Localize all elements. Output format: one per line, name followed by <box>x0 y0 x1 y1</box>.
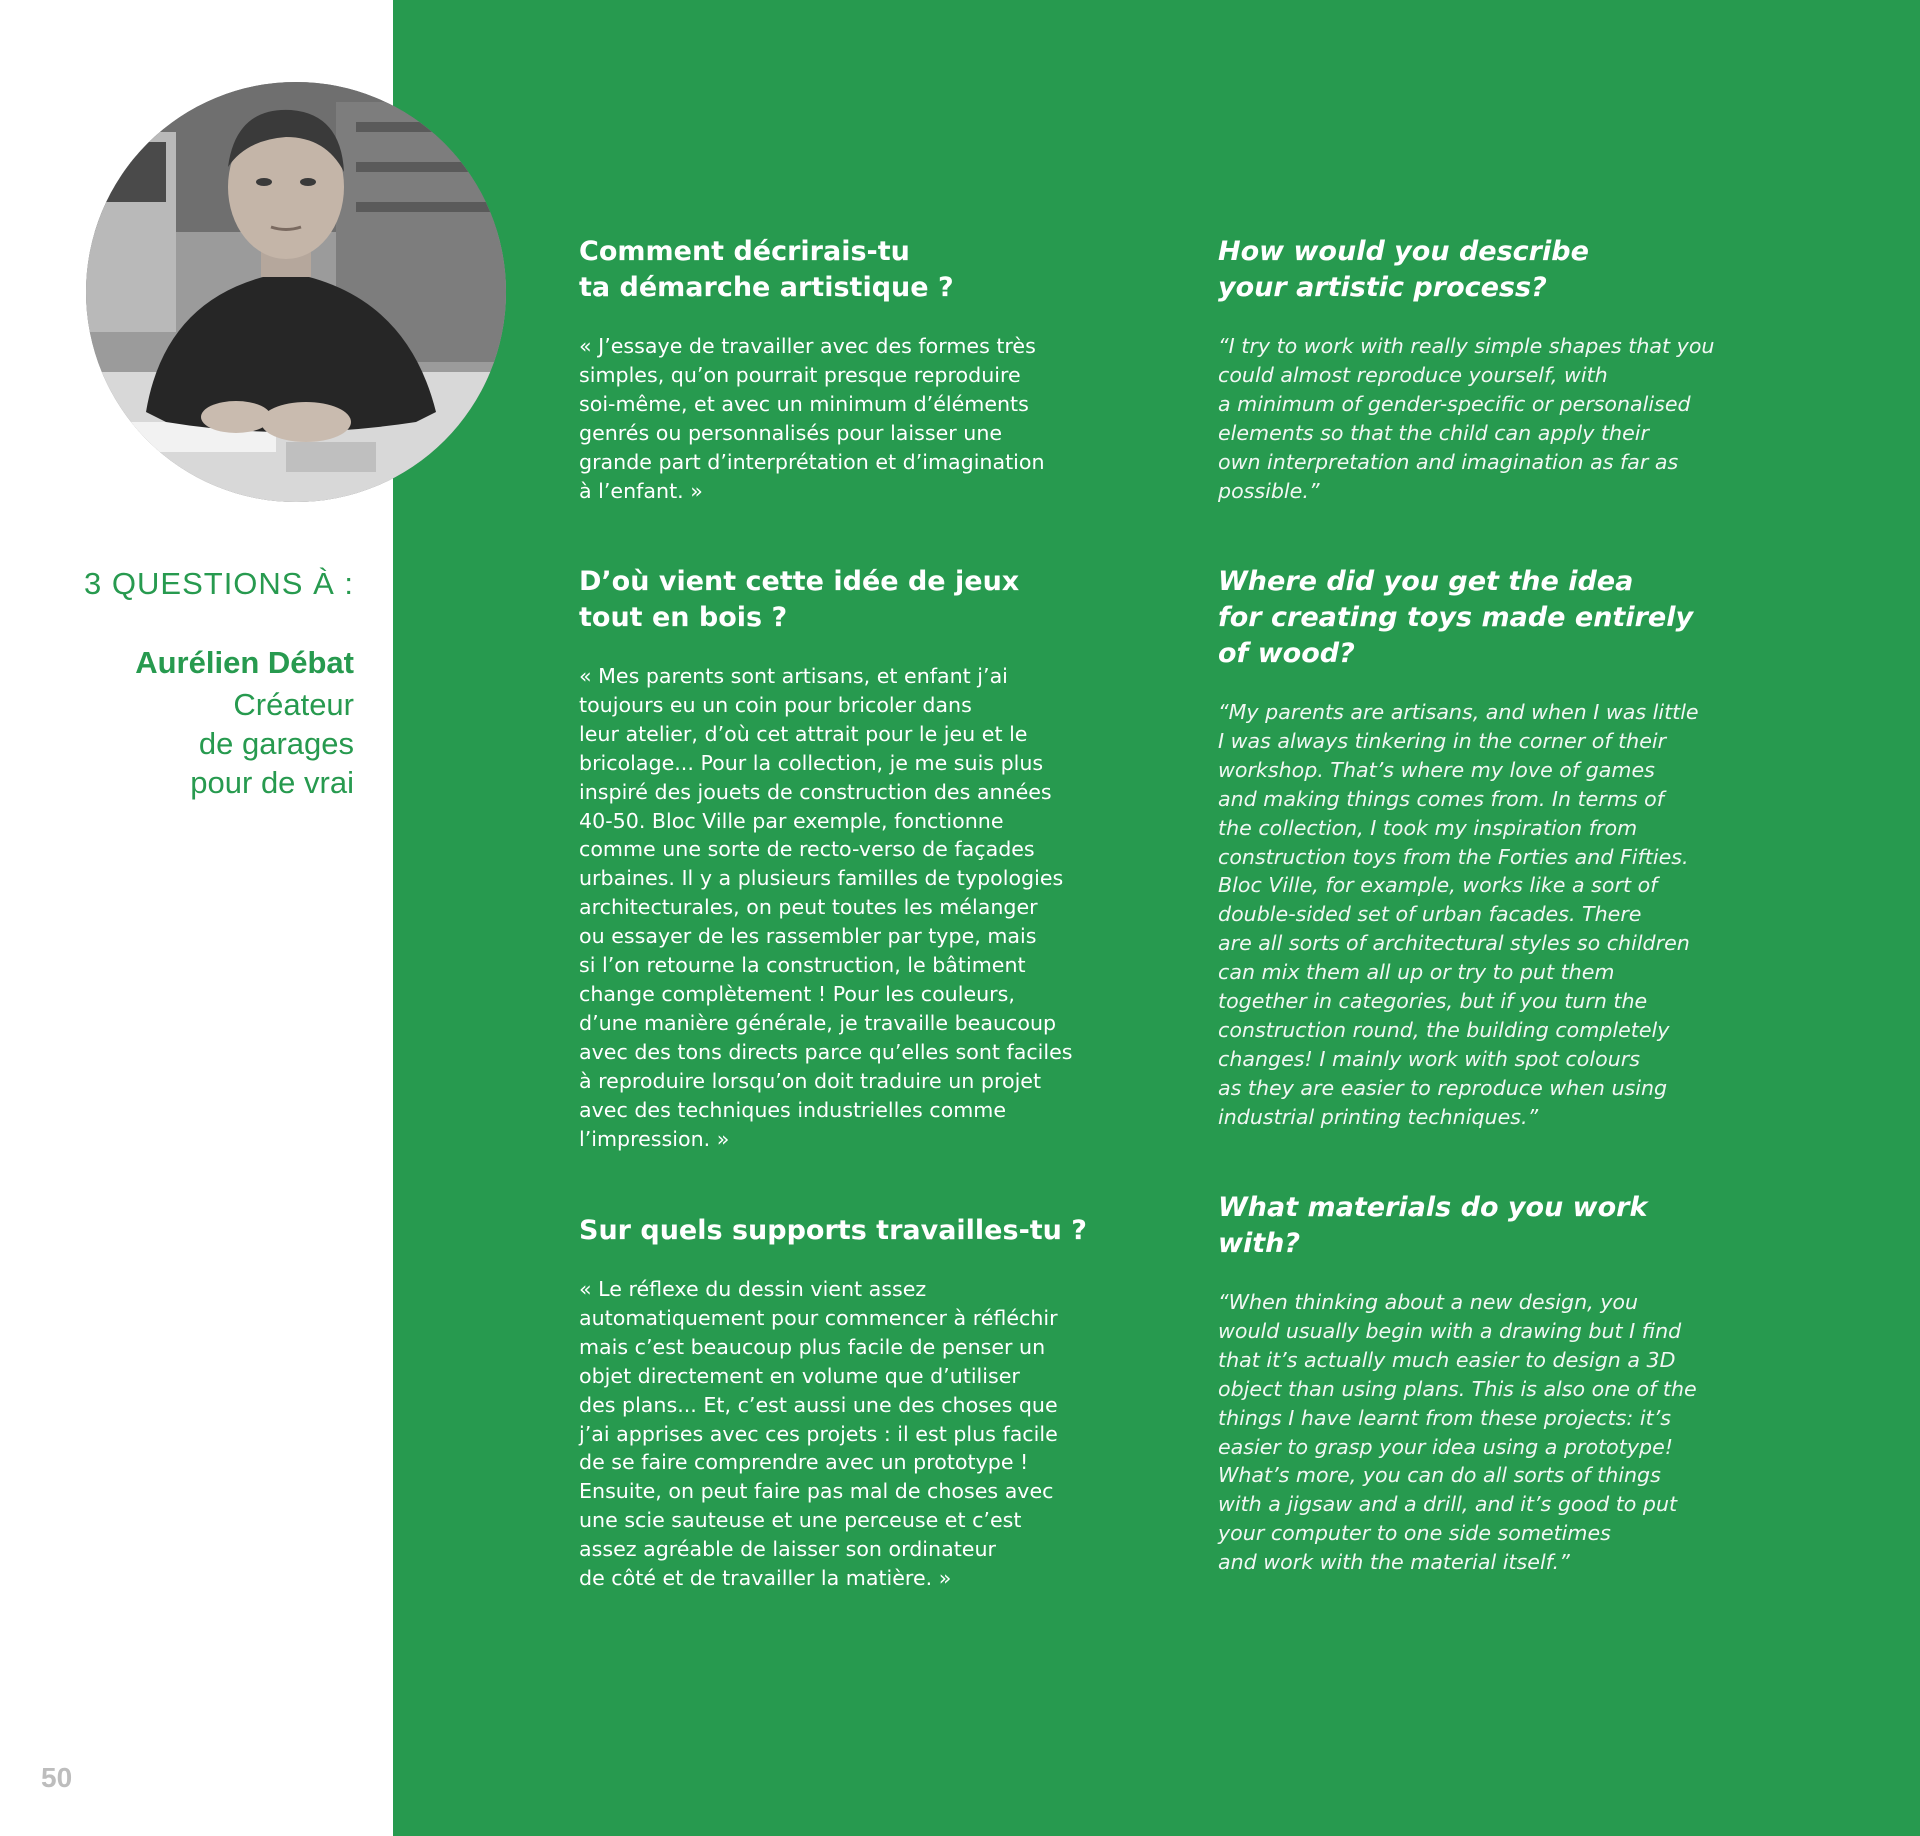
french-qa-3 <box>579 1213 1099 1593</box>
french-question-3: Sur quels supports travailles-tu ? <box>579 1215 1087 1246</box>
french-question-2: D’où vient cette idée de jeux tout en bois ? <box>579 566 1020 633</box>
page-number: 50 <box>41 1762 73 1793</box>
french-answer-3: « Le réflexe du dessin vient assez automatiquement pour commencer à réfléchir mais c’est beaucoup plus facile de penser un objet directement en volume que d’utiliser des plans... Et, c’est aussi une des choses que j’ai apprises avec ces projets : il est plus facile de se faire comprendre avec un prototype ! Ensuite, on peut faire pas mal de choses avec une scie sauteuse et une perceuse et c’est assez agréable de laisser son ordinateur de côté et de travailler la matière. » <box>579 1277 1058 1591</box>
english-question-3: What materials do you work with? <box>1218 1192 1648 1259</box>
interviewee-name: Aurélien Débat <box>135 645 354 680</box>
english-question-2: Where did you get the idea for creating toys made entirely of wood? <box>1218 566 1694 669</box>
questions-heading: 3 QUESTIONS À : <box>84 566 354 601</box>
english-answer-3: “When thinking about a new design, you would usually begin with a drawing but I find that it’s actually much easier to design a 3D object than using plans. This is also one of the things I have learnt from these projects: it’s easier to grasp your idea using a prototype! What’s more, you can do all sorts of things with a jigsaw and a drill, and it’s good to put your computer to one side sometimes and work with the material itself.” <box>1218 1290 1697 1575</box>
portrait-photo-icon <box>86 82 506 502</box>
english-answer-2: “My parents are artisans, and when I was little I was always tinkering in the corner of their workshop. That’s where my love of games and making things comes from. In terms of the collection, I took my inspiration from construction toys from the Forties and Fifties. Bloc Ville, for example, works like a sort of double-sided set of urban facades. There are all sorts of architectural styles so children can mix them all up or try to put them together in categories, but if you turn the construction round, the building completely changes! I mainly work with spot colours as they are easier to reproduce when using industrial printing techniques.” <box>1218 700 1699 1129</box>
english-qa-1 <box>1218 234 1738 505</box>
english-answer-1: “I try to work with really simple shapes that you could almost reproduce yourself, with a minimum of gender-specific or personalised elements so that the child can apply their own interpretation and imagination as far as possible.” <box>1218 334 1715 503</box>
french-answer-2: « Mes parents sont artisans, et enfant j’ai toujours eu un coin pour bricoler dans leur atelier, d’où cet attrait pour le jeu et le bricolage... Pour la collection, je me suis plus inspiré des jouets de construction des années 40-50. Bloc Ville par exemple, fonctionne comme une sorte de recto-verso de façades urbaines. Il y a plusieurs familles de typologies architecturales, on peut toutes les mélanger ou essayer de les rassembler par type, mais si l’on retourne la construction, le bâtiment change complètement ! Pour les couleurs, d’une manière générale, je travaille beaucoup avec des tons directs parce qu’elles sont faciles à reproduire lorsqu’on doit traduire un projet avec des techniques industrielles comme l’impression. » <box>579 664 1073 1151</box>
english-qa-3 <box>1218 1190 1738 1577</box>
french-qa-2 <box>579 564 1099 1153</box>
english-qa-2 <box>1218 564 1738 1132</box>
french-question-1: Comment décrirais-tu ta démarche artistique ? <box>579 236 954 303</box>
french-qa-1 <box>579 234 1099 505</box>
english-question-1: How would you describe your artistic process? <box>1218 236 1589 303</box>
interviewee-role: Créateur de garages pour de vrai <box>190 687 354 800</box>
french-answer-1: « J’essaye de travailler avec des formes très simples, qu’on pourrait presque reproduire soi-même, et avec un minimum d’éléments genrés ou personnalisés pour laisser une grande part d’interprétation et d’imagination à l’enfant. » <box>579 334 1045 503</box>
